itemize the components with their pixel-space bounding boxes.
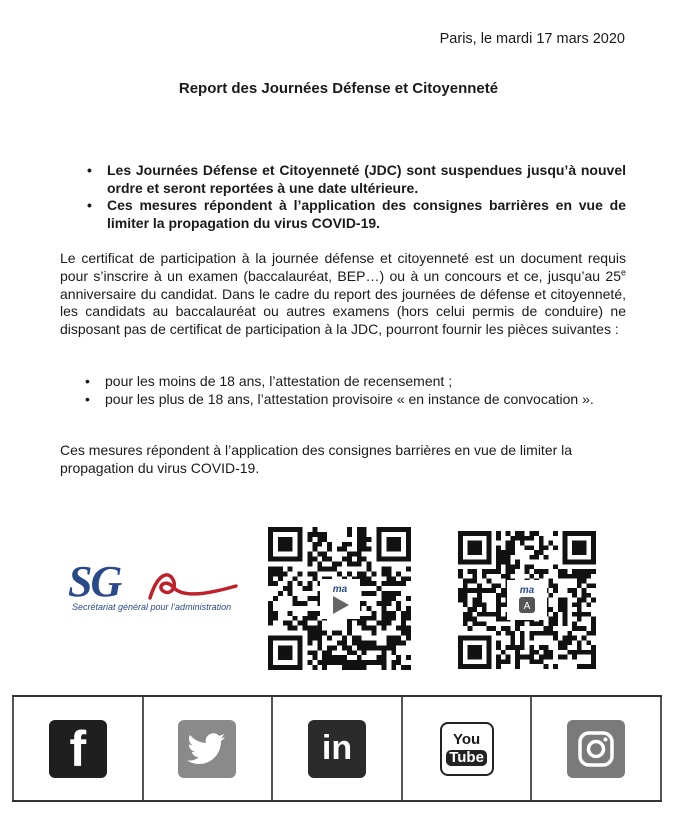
instagram-icon[interactable] [567, 720, 625, 778]
svg-text:ma: ma [332, 583, 347, 595]
twitter-cell[interactable] [142, 697, 272, 800]
paragraph-text: anniversaire du candidat. Dans le cadre du report des journées de défense et citoyenneté, les candidats au baccalauréat ou autres examens (hors celui permis de conduire) ne disposant pas de certificat de participation à la JDC, pourront fournir les pièces suivantes : [60, 285, 626, 338]
app-store-icon [507, 580, 547, 620]
paragraph-text: Le certificat de participation à la journée défense et citoyenneté est un document requis pour s’inscrire à un examen (baccalauréat, BEP…) ou à un concours et ce, jusqu’au 25 [60, 250, 626, 284]
list-item: • pour les plus de 18 ans, l’attestation provisoire « en instance de convocation ». [82, 391, 626, 409]
youtube-top: You [452, 730, 481, 748]
google-play-icon [320, 579, 360, 619]
linkedin-cell[interactable] [271, 697, 401, 800]
sga-logo [68, 557, 238, 620]
svg-text:ma: ma [519, 585, 535, 596]
svg-text:A: A [523, 601, 531, 612]
facebook-cell[interactable] [12, 697, 142, 800]
date-line: Paris, le mardi 17 mars 2020 [439, 31, 625, 47]
body-paragraph [60, 250, 626, 339]
linkedin-icon[interactable]: in [308, 720, 366, 778]
qr-code [268, 527, 411, 670]
key-point: • Les Journées Défense et Citoyenneté (JDC) sont suspendues jusqu’à nouvel ordre et seront reportées à une date ultérieure. [84, 162, 626, 197]
key-points-list [84, 162, 626, 232]
key-point: • Ces mesures répondent à l’application des consignes barrières en vue de limiter la propagation du virus COVID-19. [84, 197, 626, 232]
closing-paragraph: Ces mesures répondent à l’application des consignes barrières en vue de limiter la propagation du virus COVID-19. [60, 442, 573, 476]
page-title: Report des Journées Défense et Citoyenneté [178, 80, 499, 97]
sga-caption: Secrétariat général pour l’administration [72, 602, 232, 612]
youtube-bottom: Tube [446, 750, 487, 766]
qr-code [458, 531, 596, 669]
sga-logo-letters: SG [68, 557, 121, 606]
documents-list [82, 373, 626, 409]
facebook-icon[interactable]: f [49, 720, 107, 778]
instagram-cell[interactable] [530, 697, 662, 800]
ordinal-suffix: e [620, 267, 626, 278]
list-item: • pour les moins de 18 ans, l’attestation de recensement ; [82, 373, 626, 391]
youtube-icon[interactable] [440, 722, 494, 776]
social-media-bar [12, 695, 662, 802]
twitter-icon[interactable] [178, 720, 236, 778]
sga-swoosh-icon [148, 568, 238, 602]
youtube-cell[interactable] [401, 697, 531, 800]
